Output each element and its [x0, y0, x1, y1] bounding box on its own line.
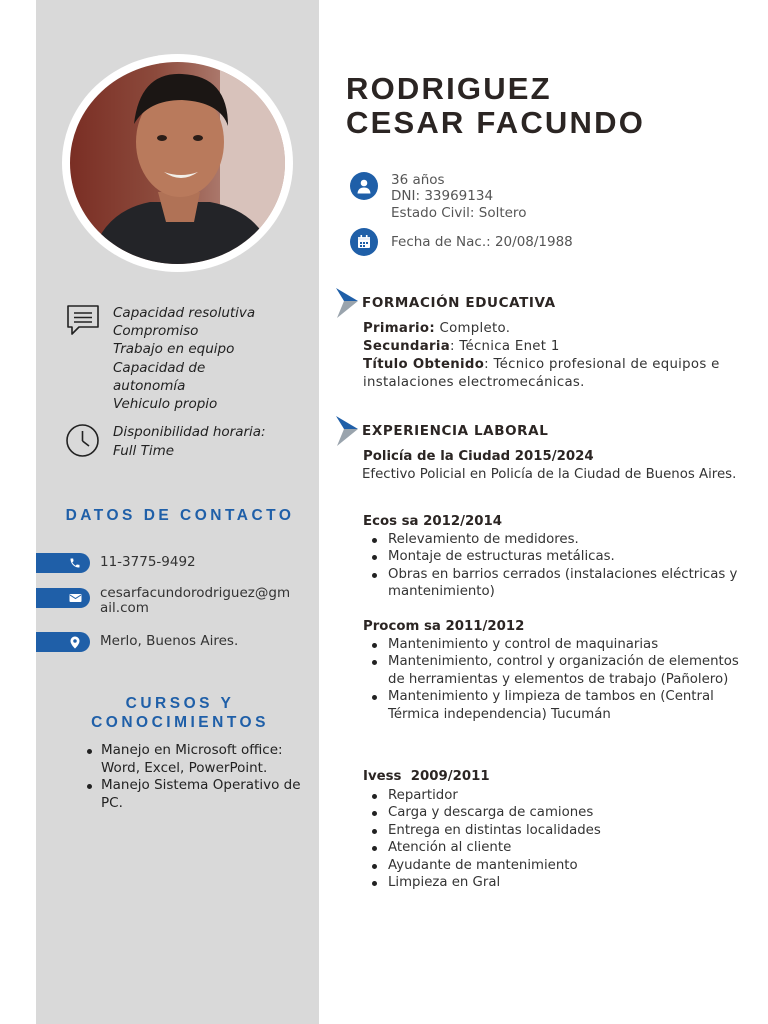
job-title: Procom sa 2011/2012: [363, 619, 525, 634]
list-item: Ayudante de mantenimiento: [368, 857, 753, 874]
list-item: Entrega en distintas localidades: [368, 822, 753, 839]
job-title: Ecos sa 2012/2014: [363, 514, 503, 529]
list-item: Mantenimiento y control de maquinarias: [368, 636, 753, 653]
calendar-icon: [350, 228, 378, 256]
personal-info: [391, 172, 526, 221]
availability-label: Disponibilidad horaria:: [113, 424, 266, 440]
skill-item: Vehiculo propio: [113, 396, 218, 413]
list-item: Atención al cliente: [368, 839, 753, 856]
phone-icon: [69, 557, 81, 569]
birth-date-text: Fecha de Nac.: 20/08/1988: [391, 234, 573, 250]
location-text: Merlo, Buenos Aires.: [100, 633, 239, 649]
list-item: Montaje de estructuras metálicas.: [368, 548, 753, 565]
education-content: [363, 320, 748, 392]
age-text: 36 años: [391, 172, 445, 188]
list-item: Carga y descarga de camiones: [368, 804, 753, 821]
skill-item: Compromiso: [113, 323, 199, 340]
job-task-list: [368, 787, 753, 891]
experience-title: EXPERIENCIA LABORAL: [362, 423, 549, 439]
avatar: [70, 62, 285, 264]
skill-item: Capacidad resolutiva: [113, 305, 256, 321]
location-pin-icon: [69, 636, 81, 649]
civil-status-text: Estado Civil: Soltero: [391, 204, 527, 221]
contact-title: DATOS DE CONTACTO: [65, 507, 295, 524]
skill-item: Trabajo en equipo: [113, 341, 235, 358]
clock-icon: [65, 423, 100, 458]
email-text[interactable]: cesarfacundorodriguez@gmail.com: [100, 585, 291, 616]
secundaria-value: : Técnica Enet 1: [450, 339, 560, 354]
job-description: Efectivo Policial en Policía de la Ciudad de Buenos Aires.: [362, 467, 737, 482]
list-item: Manejo Sistema Operativo de PC.: [82, 777, 312, 812]
chat-icon: [65, 304, 101, 336]
dni-text: DNI: 33969134: [391, 188, 494, 205]
email-tab: [36, 588, 90, 608]
skills-list: [113, 304, 313, 413]
arrow-icon: [335, 287, 359, 319]
phone-text[interactable]: 11-3775-9492: [100, 554, 196, 570]
profile-photo: [62, 54, 293, 272]
primario-label: Primario:: [363, 321, 435, 336]
list-item: Relevamiento de medidores.: [368, 531, 753, 548]
job-task-list: [368, 636, 753, 723]
user-icon: [350, 172, 378, 200]
job-task-list: [368, 531, 753, 601]
titulo-label: Título Obtenido: [363, 357, 485, 372]
education-title: FORMACIÓN EDUCATIVA: [362, 295, 556, 311]
list-item: Mantenimiento y limpieza de tambos en (Central Térmica independencia) Tucumán: [368, 688, 753, 723]
email-icon: [69, 592, 82, 604]
list-item: Mantenimiento, control y organización de elementos de herramientas y elementos de trabajo (Pañolero): [368, 653, 753, 688]
skill-item: Capacidad de autonomía: [113, 359, 206, 394]
location-tab: [36, 632, 90, 652]
name-line: RODRIGUEZ: [346, 71, 552, 106]
name-line: CESAR FACUNDO: [346, 105, 646, 140]
titulo-value: : Técnico profesional de equipos e instalaciones electromecánicas.: [363, 357, 720, 390]
courses-list: [82, 742, 312, 812]
secundaria-label: Secundaria: [363, 339, 450, 354]
page-title: [346, 72, 645, 140]
list-item: Manejo en Microsoft office: Word, Excel, PowerPoint.: [82, 742, 312, 777]
job-title: Ivess 2009/2011: [363, 769, 490, 784]
availability-value: Full Time: [113, 443, 175, 459]
list-item: Limpieza en Gral: [368, 874, 753, 891]
phone-tab: [36, 553, 90, 573]
arrow-icon: [335, 415, 359, 447]
courses-title: CURSOS Y CONOCIMIENTOS: [91, 695, 269, 731]
list-item: Repartidor: [368, 787, 753, 804]
list-item: Obras en barrios cerrados (instalaciones eléctricas y mantenimiento): [368, 566, 753, 601]
primario-value: Completo.: [434, 321, 511, 336]
job-title: Policía de la Ciudad 2015/2024: [363, 449, 594, 464]
availability: [113, 423, 266, 461]
